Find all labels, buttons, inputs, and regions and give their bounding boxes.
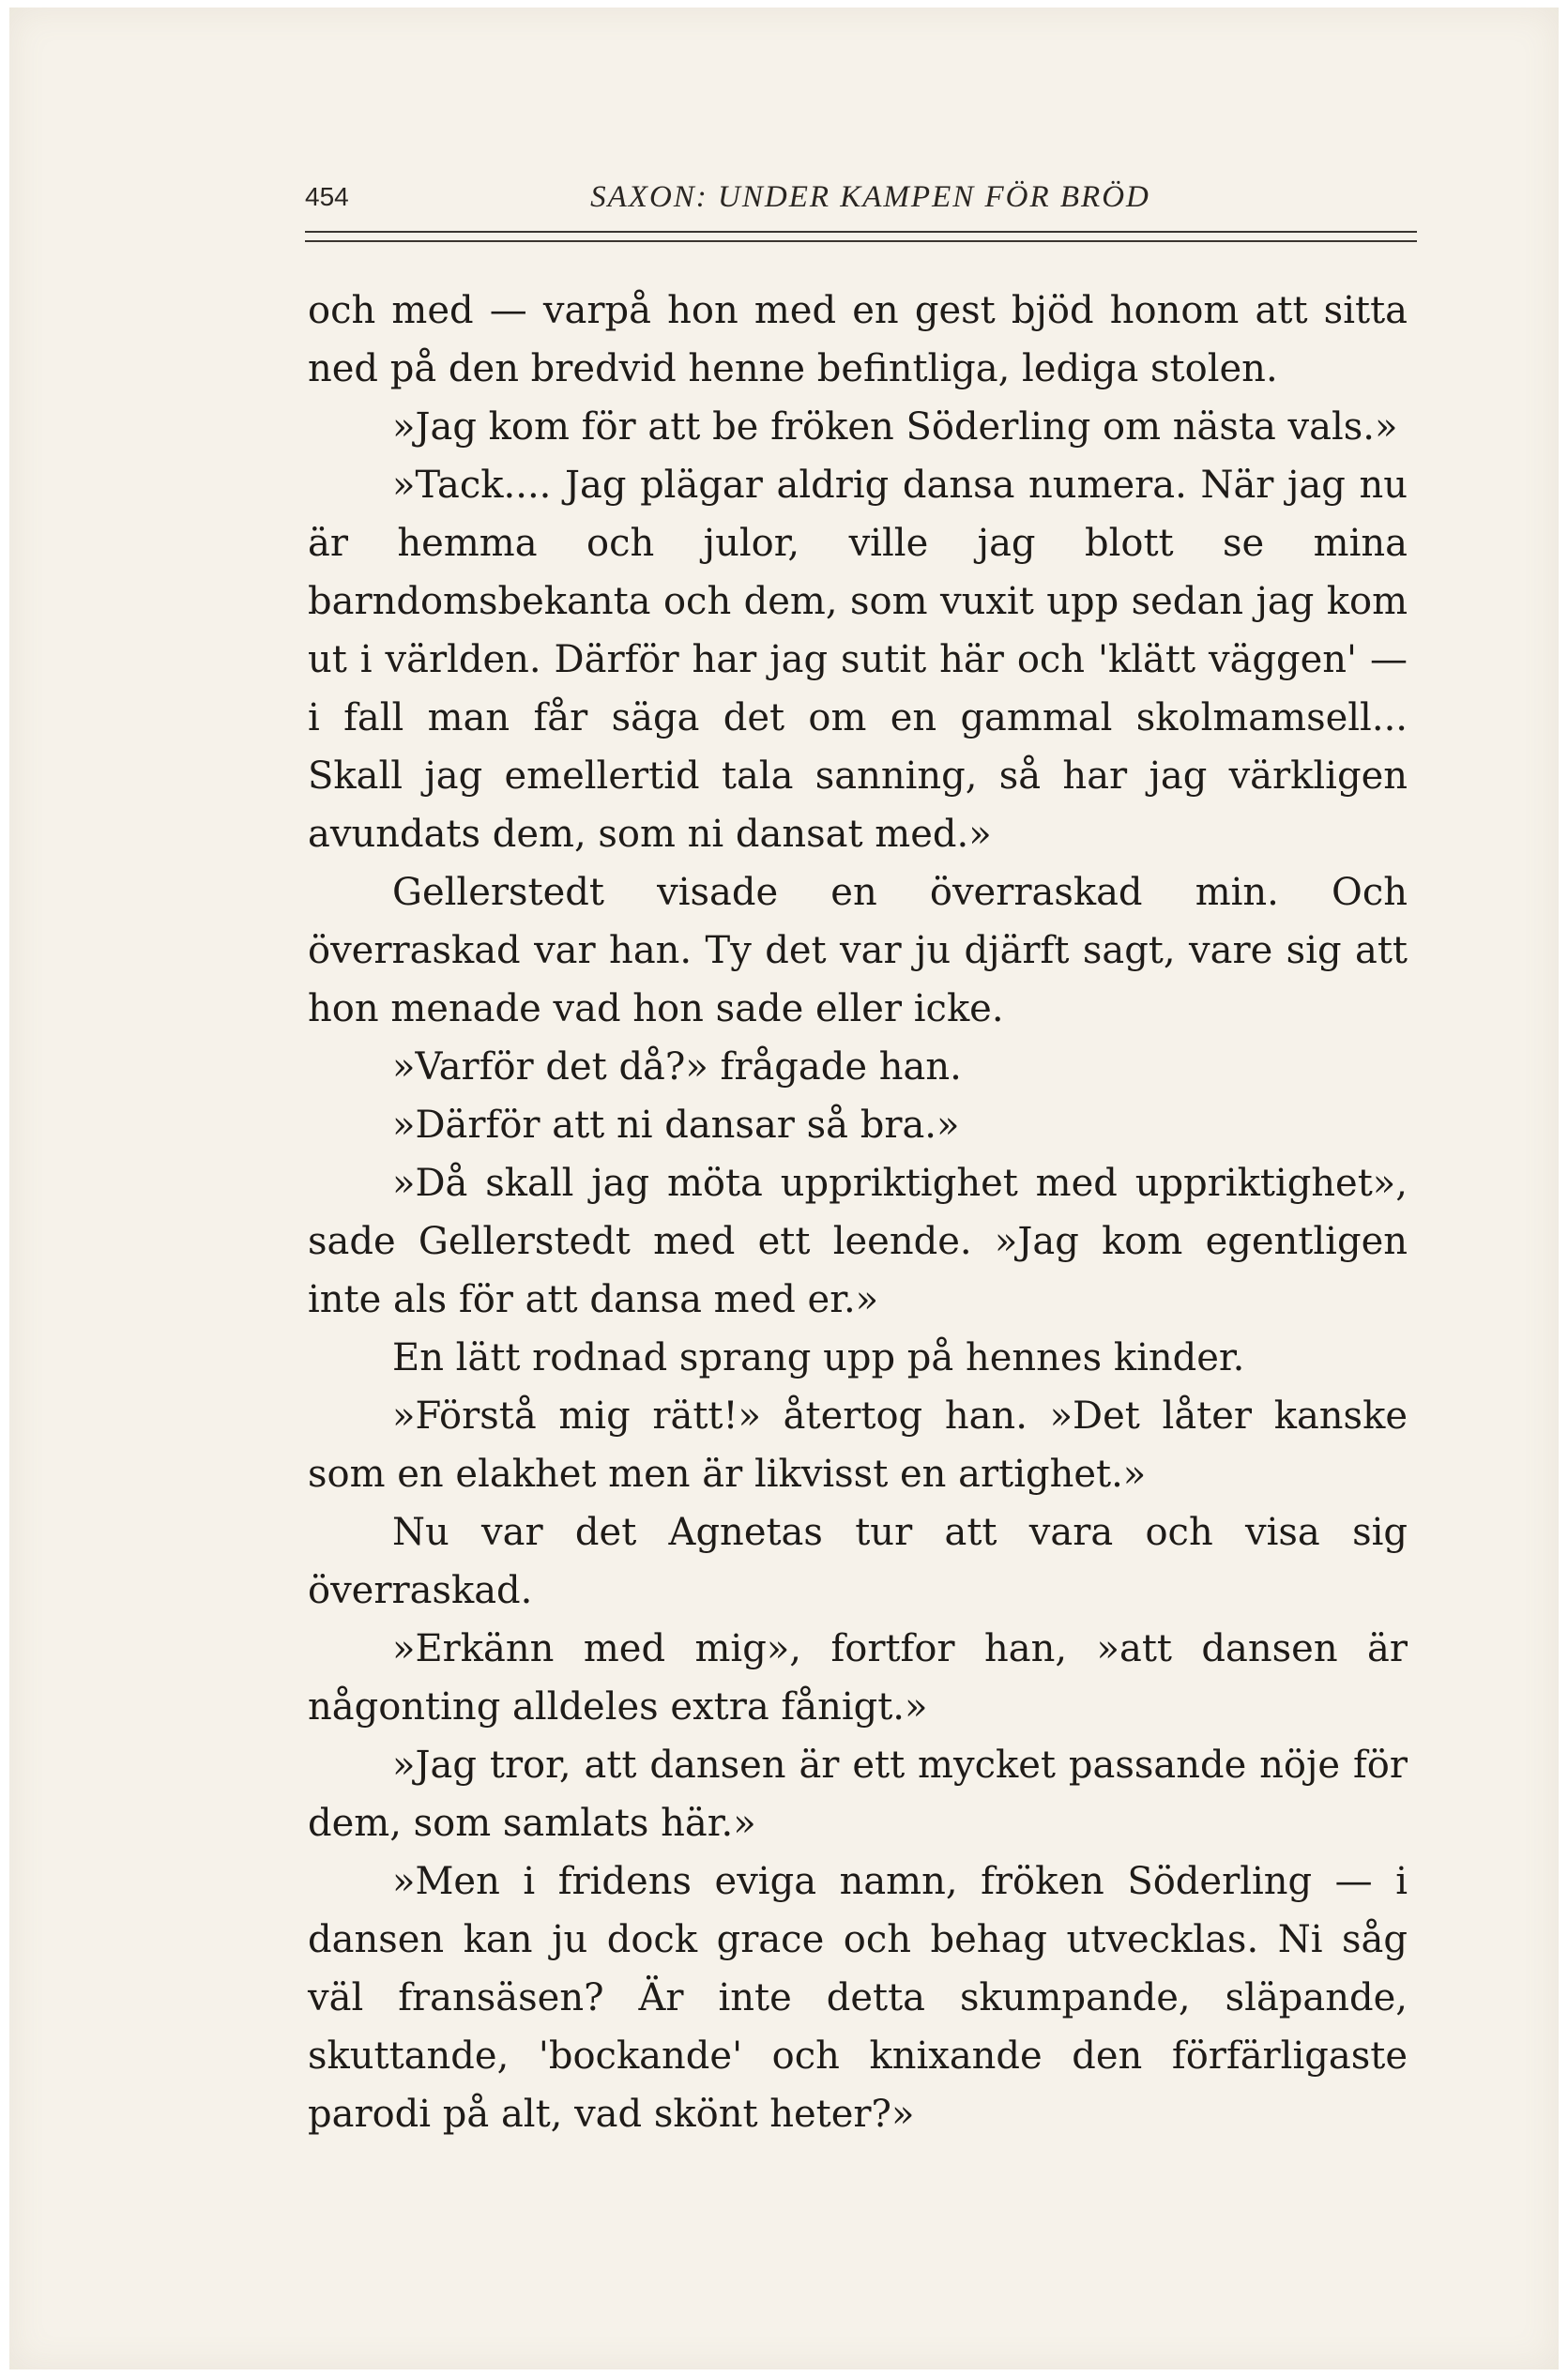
paragraph: »Därför att ni dansar så bra.» [392,1104,960,1147]
paragraph: En lätt rodnad sprang upp på hennes kinder. [392,1336,1245,1379]
running-title: SAXON: UNDER KAMPEN FÖR BRÖD [590,180,1150,214]
paragraph: och med — varpå hon med en gest bjöd honom att sitta ned på den bredvid henne befintliga, lediga stolen. [308,289,1408,390]
paragraph: »Tack.... Jag plägar aldrig dansa numera. När jag nu är hemma och julor, ville jag blott se mina barndomsbekanta och dem, som vuxit upp sedan jag kom ut i världen. Därför har jag sutit här och 'klätt väggen' — i fall man får säga det om en gammal skolmamsell... Skall jag emellertid tala sanning, så har jag värkligen avundats dem, som ni dansat med.» [308,464,1408,856]
paragraph: »Men i fridens eviga namn, fröken Söderling — i dansen kan ju dock grace och behag utvecklas. Ni såg väl fransäsen? Är inte detta skumpande, släpande, skuttande, 'bockande' och knixande den förfärligaste parodi på alt, vad skönt heter?» [308,1860,1408,2136]
body-text [308,282,1408,2143]
page-number: 454 [305,182,349,211]
header-rule-top [305,231,1417,233]
paragraph: »Jag tror, att dansen är ett mycket passande nöje för dem, som samlats här.» [308,1744,1408,1845]
paragraph: Nu var det Agnetas tur att vara och visa sig överraskad. [308,1511,1408,1612]
paragraph: »Varför det då?» frågade han. [392,1045,962,1089]
paragraph: »Erkänn med mig», fortfor han, »att dansen är någonting alldeles extra fånigt.» [308,1627,1408,1729]
running-head [305,178,1417,223]
paragraph: »Jag kom för att be fröken Söderling om nästa vals.» [392,405,1398,449]
paragraph: »Förstå mig rätt!» återtog han. »Det låter kanske som en elakhet men är likvisst en artighet.» [308,1394,1408,1496]
paragraph: »Då skall jag möta uppriktighet med uppriktighet», sade Gellerstedt med ett leende. »Jag kom egentligen inte als för att dansa med er.» [308,1162,1408,1321]
paragraph: Gellerstedt visade en överraskad min. Och överraskad var han. Ty det var ju djärft sagt, vare sig att hon menade vad hon sade eller icke. [308,871,1408,1030]
header-rule-bottom [305,240,1417,242]
